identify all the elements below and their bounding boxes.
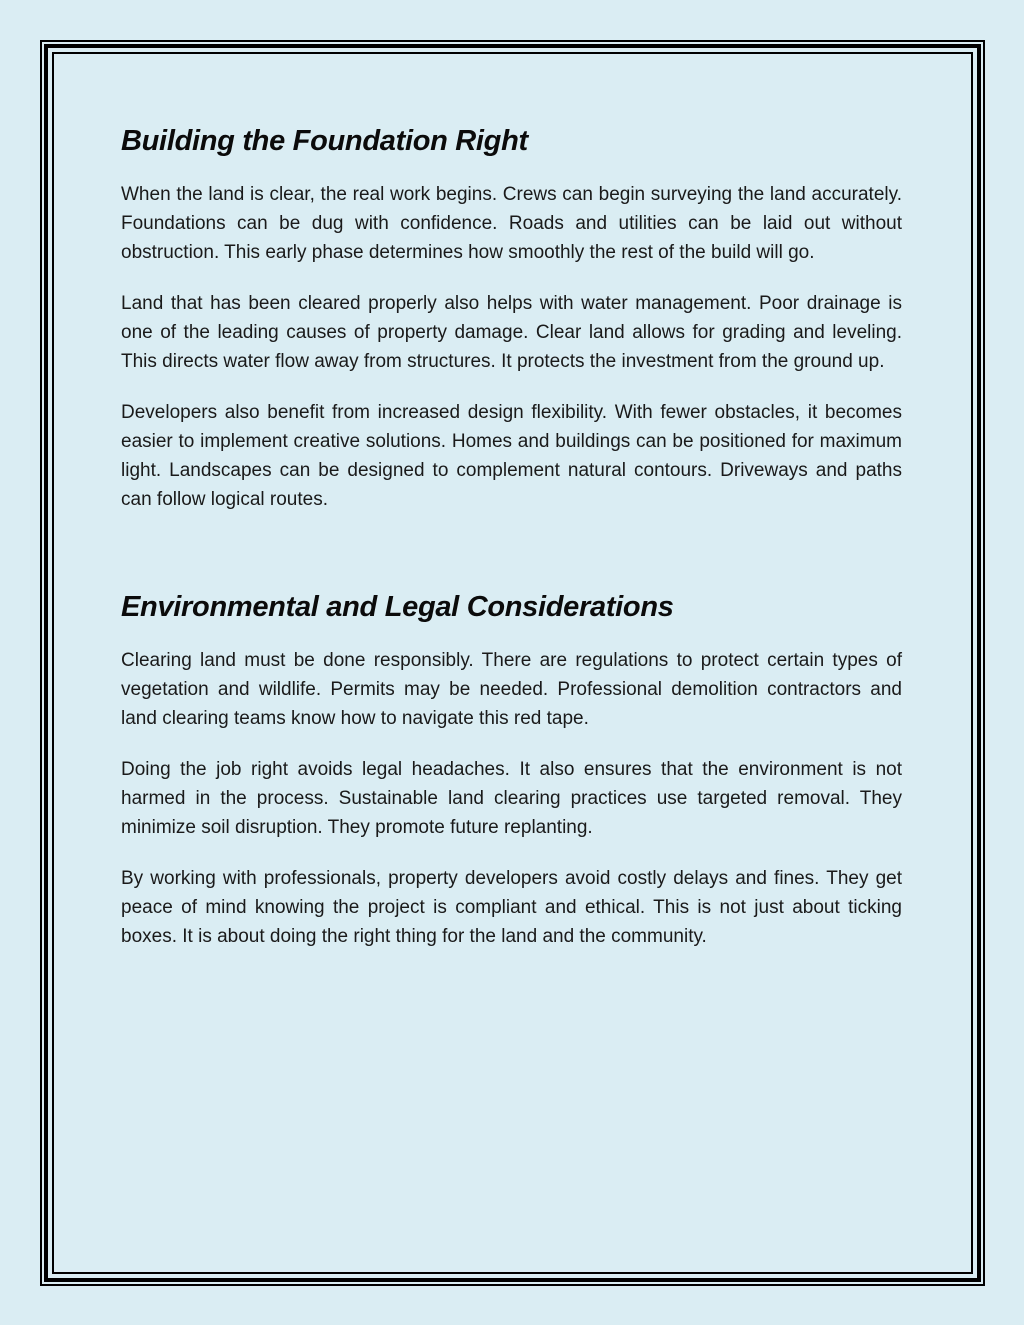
- paragraph: Clearing land must be done responsibly. There are regulations to protect certain types of vegetation and wildlife. Permits may be needed. Professional demolition contractors and land clearing teams know how to navigate this red tape.: [121, 650, 902, 729]
- section-heading: Building the Foundation Right: [121, 125, 528, 157]
- paragraph: Land that has been cleared properly also helps with water management. Poor drainage is one of the leading causes of property damage. Clear land allows for grading and leveling. This directs water flow away from structures. It protects the investment from the ground up.: [121, 293, 902, 372]
- paragraph: Developers also benefit from increased design flexibility. With fewer obstacles, it becomes easier to implement creative solutions. Homes and buildings can be positioned for maximum light. Landscapes can be designed to complement natural contours. Driveways and paths can follow logical routes.: [121, 402, 902, 510]
- section-heading: Environmental and Legal Considerations: [121, 591, 674, 623]
- paragraph: When the land is clear, the real work begins. Crews can begin surveying the land accurately. Foundations can be dug with confidence. Roads and utilities can be laid out without obstruction. This early phase determines how smoothly the rest of the build will go.: [121, 184, 902, 263]
- paragraph: By working with professionals, property developers avoid costly delays and fines. They get peace of mind knowing the project is compliant and ethical. This is not just about ticking boxes. It is about doing the right thing for the land and the community.: [121, 868, 902, 947]
- section-environmental-legal: [121, 584, 902, 951]
- section-building-foundation: [121, 118, 902, 514]
- document-body: [121, 118, 902, 973]
- paragraph: Doing the job right avoids legal headaches. It also ensures that the environment is not harmed in the process. Sustainable land clearing practices use targeted removal. They minimize soil disruption. They promote future replanting.: [121, 759, 902, 838]
